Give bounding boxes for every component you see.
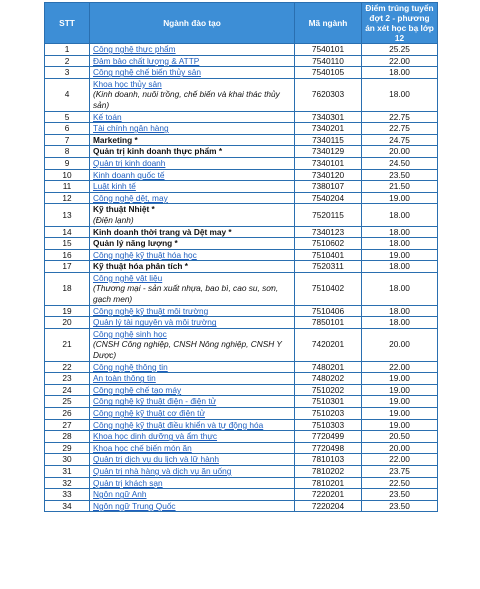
table-row xyxy=(45,477,438,489)
row-program-code: 7510202 xyxy=(295,384,362,396)
row-stt: 11 xyxy=(45,181,90,193)
row-admission-score: 20.00 xyxy=(362,146,438,158)
row-stt: 33 xyxy=(45,489,90,501)
row-stt: 28 xyxy=(45,431,90,443)
program-link[interactable]: Tài chính ngân hàng xyxy=(93,123,169,134)
row-program-cell xyxy=(90,192,295,204)
table-row xyxy=(45,134,438,146)
program-link[interactable]: Công nghệ vật liệu xyxy=(93,272,163,283)
program-link[interactable]: An toàn thông tin xyxy=(93,373,156,384)
program-link[interactable]: Công nghệ thực phẩm xyxy=(93,44,176,54)
row-program-cell xyxy=(90,384,295,396)
row-program-code: 7510303 xyxy=(295,419,362,431)
row-stt: 4 xyxy=(45,78,90,111)
header-stt: STT xyxy=(45,3,90,44)
row-admission-score: 18.00 xyxy=(362,238,438,250)
program-note: (Thương mại - sản xuất nhựa, bao bì, cao su, sơn, gạch men) xyxy=(93,283,279,305)
table-row xyxy=(45,454,438,466)
row-admission-score: 22.00 xyxy=(362,361,438,373)
row-program-code: 7340123 xyxy=(295,226,362,238)
row-program-code: 7340129 xyxy=(295,146,362,158)
table-row xyxy=(45,78,438,111)
program-link[interactable]: Luật kinh tế xyxy=(93,181,136,192)
program-link[interactable]: Công nghệ kỹ thuật cơ điện tử xyxy=(93,408,206,418)
row-program-code: 7510402 xyxy=(295,272,362,305)
row-program-cell xyxy=(90,44,295,56)
row-program-code: 7540204 xyxy=(295,192,362,204)
row-program-cell xyxy=(90,419,295,431)
row-stt: 20 xyxy=(45,317,90,329)
row-program-code: 7720498 xyxy=(295,442,362,454)
row-stt: 5 xyxy=(45,111,90,123)
table-row xyxy=(45,44,438,56)
row-admission-score: 19.00 xyxy=(362,373,438,385)
program-link[interactable]: Đảm bảo chất lượng & ATTP xyxy=(93,55,200,66)
row-stt: 25 xyxy=(45,396,90,408)
row-stt: 23 xyxy=(45,373,90,385)
program-link[interactable]: Kế toán xyxy=(93,111,122,122)
table-row xyxy=(45,157,438,169)
row-admission-score: 20.00 xyxy=(362,328,438,361)
program-link[interactable]: Ngôn ngữ Anh xyxy=(93,489,147,500)
row-admission-score: 22.75 xyxy=(362,111,438,123)
program-note: (CNSH Công nghiệp, CNSH Nông nghiệp, CNSH Y Dược) xyxy=(93,339,282,361)
program-link[interactable]: Công nghệ kỹ thuật điện - điện tử xyxy=(93,396,217,407)
table-row xyxy=(45,305,438,317)
row-admission-score: 19.00 xyxy=(362,396,438,408)
row-admission-score: 23.50 xyxy=(362,500,438,512)
row-program-code: 7540110 xyxy=(295,55,362,67)
admission-scores-table xyxy=(44,2,438,512)
row-program-cell xyxy=(90,204,295,226)
row-program-code: 7340115 xyxy=(295,134,362,146)
row-program-cell xyxy=(90,169,295,181)
row-program-cell xyxy=(90,477,295,489)
row-program-cell xyxy=(90,123,295,135)
row-stt: 21 xyxy=(45,328,90,361)
program-link[interactable]: Ngôn ngữ Trung Quốc xyxy=(93,500,176,511)
row-admission-score: 20.00 xyxy=(362,442,438,454)
row-program-code: 7810202 xyxy=(295,465,362,477)
row-program-code: 7480202 xyxy=(295,373,362,385)
table-row xyxy=(45,249,438,261)
row-stt: 10 xyxy=(45,169,90,181)
header-program-code: Mã ngành xyxy=(295,3,362,44)
row-program-cell xyxy=(90,396,295,408)
row-program-cell xyxy=(90,146,295,158)
row-stt: 16 xyxy=(45,249,90,261)
program-link[interactable]: Công nghệ dệt, may xyxy=(93,192,168,203)
program-link[interactable]: Công nghệ kỹ thuật điều khiển và tự động hóa xyxy=(93,419,264,430)
row-stt: 31 xyxy=(45,465,90,477)
row-stt: 8 xyxy=(45,146,90,158)
row-admission-score: 18.00 xyxy=(362,67,438,79)
row-program-cell xyxy=(90,181,295,193)
row-program-cell xyxy=(90,249,295,261)
row-stt: 26 xyxy=(45,408,90,420)
program-link[interactable]: Quản trị nhà hàng và dịch vụ ăn uống xyxy=(93,465,232,476)
row-program-code: 7810201 xyxy=(295,477,362,489)
row-program-code: 7520115 xyxy=(295,204,362,226)
row-program-cell xyxy=(90,373,295,385)
row-stt: 9 xyxy=(45,157,90,169)
row-program-cell xyxy=(90,317,295,329)
table-row xyxy=(45,408,438,420)
table-row xyxy=(45,317,438,329)
table-row xyxy=(45,55,438,67)
admission-table-container xyxy=(44,2,437,512)
row-admission-score: 19.00 xyxy=(362,249,438,261)
row-program-code: 7340101 xyxy=(295,157,362,169)
row-admission-score: 18.00 xyxy=(362,78,438,111)
row-admission-score: 23.75 xyxy=(362,465,438,477)
table-row xyxy=(45,396,438,408)
row-admission-score: 19.00 xyxy=(362,192,438,204)
row-admission-score: 18.00 xyxy=(362,226,438,238)
table-row xyxy=(45,419,438,431)
row-stt: 27 xyxy=(45,419,90,431)
table-row xyxy=(45,361,438,373)
program-link[interactable]: Quản trị dịch vụ du lịch và lữ hành xyxy=(93,454,219,465)
row-stt: 3 xyxy=(45,67,90,79)
row-stt: 2 xyxy=(45,55,90,67)
program-name: Quản lý năng lượng * xyxy=(93,238,178,249)
row-admission-score: 18.00 xyxy=(362,305,438,317)
program-name: Kỹ thuật Nhiệt * xyxy=(93,204,155,215)
row-program-code: 7380107 xyxy=(295,181,362,193)
row-program-cell xyxy=(90,111,295,123)
row-admission-score: 25.25 xyxy=(362,44,438,56)
row-program-cell xyxy=(90,442,295,454)
row-program-cell xyxy=(90,78,295,111)
row-stt: 24 xyxy=(45,384,90,396)
table-row xyxy=(45,384,438,396)
row-program-code: 7340120 xyxy=(295,169,362,181)
row-stt: 19 xyxy=(45,305,90,317)
program-link[interactable]: Khoa học thủy sản xyxy=(93,78,162,89)
row-program-code: 7510602 xyxy=(295,238,362,250)
row-admission-score: 20.50 xyxy=(362,431,438,443)
table-row xyxy=(45,328,438,361)
row-admission-score: 19.00 xyxy=(362,408,438,420)
row-admission-score: 19.00 xyxy=(362,384,438,396)
table-row xyxy=(45,431,438,443)
row-stt: 14 xyxy=(45,226,90,238)
program-link[interactable]: Kinh doanh quốc tế xyxy=(93,169,165,180)
row-admission-score: 23.50 xyxy=(362,169,438,181)
table-row xyxy=(45,204,438,226)
program-note: (Kinh doanh, nuôi trồng, chế biến và khai thác thủy sản) xyxy=(93,89,280,110)
table-row xyxy=(45,192,438,204)
row-admission-score: 21.50 xyxy=(362,181,438,193)
program-name: Quản trị kinh doanh thực phẩm * xyxy=(93,146,223,157)
table-header-row xyxy=(45,3,438,44)
row-admission-score: 19.00 xyxy=(362,419,438,431)
program-link[interactable]: Khoa học chế biến món ăn xyxy=(93,442,192,453)
program-name: Kỹ thuật hóa phân tích * xyxy=(93,261,188,272)
header-program-name: Ngành đào tạo xyxy=(90,3,295,44)
program-link[interactable]: Quản trị khách sạn xyxy=(93,477,163,488)
row-program-cell xyxy=(90,157,295,169)
row-stt: 32 xyxy=(45,477,90,489)
row-stt: 1 xyxy=(45,44,90,56)
table-row xyxy=(45,181,438,193)
row-stt: 7 xyxy=(45,134,90,146)
row-program-code: 7540105 xyxy=(295,67,362,79)
row-stt: 13 xyxy=(45,204,90,226)
row-program-code: 7510301 xyxy=(295,396,362,408)
row-admission-score: 22.00 xyxy=(362,454,438,466)
program-link[interactable]: Khoa học dinh dưỡng và ẩm thực xyxy=(93,431,218,442)
row-program-code: 7720499 xyxy=(295,431,362,443)
header-admission-score: Điểm trúng tuyển đợt 2 - phương án xét học bạ lớp 12 xyxy=(362,3,438,44)
row-program-cell xyxy=(90,328,295,361)
row-program-cell xyxy=(90,55,295,67)
row-admission-score: 24.50 xyxy=(362,157,438,169)
row-program-code: 7540101 xyxy=(295,44,362,56)
row-admission-score: 22.00 xyxy=(362,55,438,67)
table-row xyxy=(45,373,438,385)
row-stt: 15 xyxy=(45,238,90,250)
program-link[interactable]: Công nghệ sinh học xyxy=(93,328,167,339)
row-program-code: 7220201 xyxy=(295,489,362,501)
row-stt: 30 xyxy=(45,454,90,466)
program-name: Kinh doanh thời trang và Dệt may * xyxy=(93,226,232,237)
row-admission-score: 24.75 xyxy=(362,134,438,146)
row-program-cell xyxy=(90,465,295,477)
row-program-code: 7620303 xyxy=(295,78,362,111)
row-admission-score: 23.50 xyxy=(362,489,438,501)
program-name: Marketing * xyxy=(93,134,138,145)
row-admission-score: 22.50 xyxy=(362,477,438,489)
row-program-code: 7420201 xyxy=(295,328,362,361)
row-program-cell xyxy=(90,238,295,250)
table-row xyxy=(45,146,438,158)
row-program-code: 7510203 xyxy=(295,408,362,420)
program-link[interactable]: Quản trị kinh doanh xyxy=(93,157,166,168)
table-row xyxy=(45,500,438,512)
program-link[interactable]: Công nghệ kỹ thuật hóa học xyxy=(93,249,197,260)
row-admission-score: 18.00 xyxy=(362,204,438,226)
row-stt: 6 xyxy=(45,123,90,135)
row-program-cell xyxy=(90,134,295,146)
row-program-cell xyxy=(90,489,295,501)
table-body xyxy=(45,44,438,512)
table-row xyxy=(45,261,438,273)
row-stt: 18 xyxy=(45,272,90,305)
table-row xyxy=(45,226,438,238)
table-row xyxy=(45,67,438,79)
row-program-code: 7510401 xyxy=(295,249,362,261)
row-program-cell xyxy=(90,408,295,420)
row-program-code: 7810103 xyxy=(295,454,362,466)
row-program-cell xyxy=(90,500,295,512)
row-stt: 29 xyxy=(45,442,90,454)
row-program-code: 7340201 xyxy=(295,123,362,135)
table-row xyxy=(45,111,438,123)
program-link[interactable]: Công nghệ kỹ thuật môi trường xyxy=(93,305,209,316)
program-link[interactable]: Công nghệ chế biến thủy sản xyxy=(93,67,201,78)
row-program-code: 7480201 xyxy=(295,361,362,373)
table-row xyxy=(45,272,438,305)
table-row xyxy=(45,442,438,454)
row-program-code: 7520311 xyxy=(295,261,362,273)
row-program-cell xyxy=(90,261,295,273)
row-stt: 22 xyxy=(45,361,90,373)
program-link[interactable]: Công nghệ thông tin xyxy=(93,361,168,372)
table-row xyxy=(45,465,438,477)
row-program-code: 7510406 xyxy=(295,305,362,317)
row-admission-score: 22.75 xyxy=(362,123,438,135)
program-link[interactable]: Công nghệ chế tạo máy xyxy=(93,384,182,395)
row-program-code: 7850101 xyxy=(295,317,362,329)
program-link[interactable]: Quản lý tài nguyên và môi trường xyxy=(93,317,217,328)
row-program-cell xyxy=(90,67,295,79)
row-program-cell xyxy=(90,431,295,443)
row-stt: 34 xyxy=(45,500,90,512)
table-row xyxy=(45,489,438,501)
table-row xyxy=(45,169,438,181)
row-program-cell xyxy=(90,361,295,373)
table-row xyxy=(45,123,438,135)
row-program-cell xyxy=(90,226,295,238)
row-program-code: 7340301 xyxy=(295,111,362,123)
row-program-cell xyxy=(90,305,295,317)
row-admission-score: 18.00 xyxy=(362,317,438,329)
row-program-code: 7220204 xyxy=(295,500,362,512)
row-program-cell xyxy=(90,272,295,305)
row-stt: 17 xyxy=(45,261,90,273)
row-program-cell xyxy=(90,454,295,466)
program-note: (Điện lạnh) xyxy=(93,214,134,225)
table-row xyxy=(45,238,438,250)
row-admission-score: 18.00 xyxy=(362,272,438,305)
row-admission-score: 18.00 xyxy=(362,261,438,273)
row-stt: 12 xyxy=(45,192,90,204)
